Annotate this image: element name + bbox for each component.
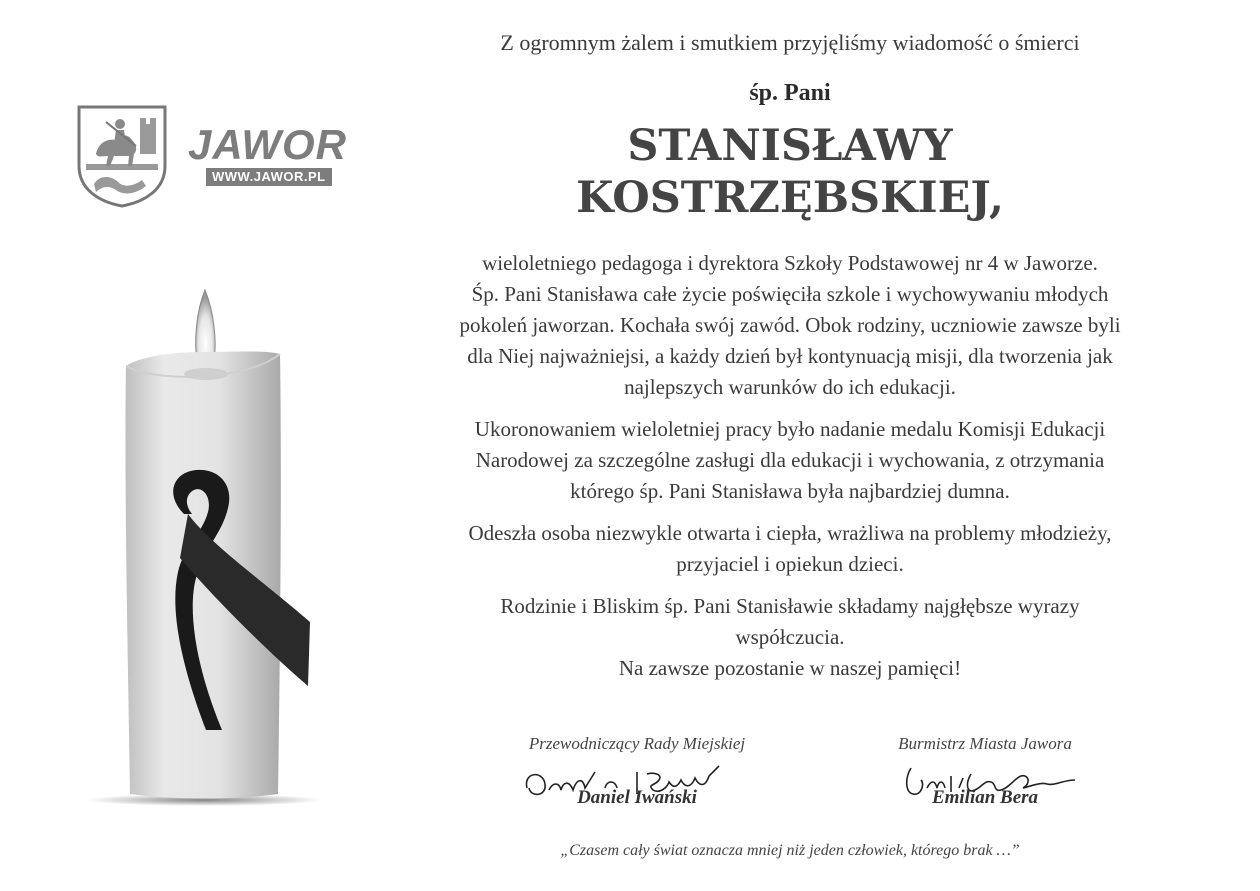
paragraph-character	[430, 518, 1150, 580]
jawor-wordmark: JAWOR	[188, 121, 348, 168]
closing-quote: „Czasem cały świat oznacza mniej niż jeden człowiek, którego brak …”	[560, 842, 1020, 859]
text-line: Śp. Pani Stanisława całe życie poświęciła szkole i wychowywaniu młodych	[471, 282, 1109, 306]
signatory-name: Daniel Iwański	[577, 787, 697, 808]
signatory-role: Burmistrz Miasta Jawora	[898, 734, 1072, 753]
deceased-name	[430, 120, 1150, 224]
signature-block-left	[487, 732, 787, 809]
paragraph-condolences	[430, 591, 1150, 684]
paragraph-biography	[430, 248, 1150, 403]
text-line: którego śp. Pani Stanisława była najbardziej dumna.	[570, 479, 1010, 503]
text-line: Ukoronowaniem wieloletniej pracy było nadanie medalu Komisji Edukacji	[474, 417, 1106, 441]
text-line: dla Niej najważniejsi, a każdy dzień był kontynuacją misji, dla tworzenia jak	[467, 344, 1113, 368]
intro-line: Z ogromnym żalem i smutkiem przyjęliśmy wiadomość o śmierci	[500, 30, 1080, 55]
text-line: najlepszych warunków do ich edukacji.	[624, 375, 956, 399]
jawor-url: WWW.JAWOR.PL	[206, 168, 332, 186]
jawor-logo	[76, 104, 356, 212]
signatory-name: Emilian Bera	[931, 787, 1039, 808]
candle-illustration	[84, 282, 324, 806]
paragraph-medal	[430, 414, 1150, 507]
text-line: pokoleń jaworzan. Kochała swój zawód. Obok rodziny, uczniowie zawsze byli	[459, 313, 1121, 337]
text-line: Na zawsze pozostanie w naszej pamięci!	[618, 656, 962, 680]
text-line: Narodowej za szczególne zasługi dla edukacji i wychowania, z otrzymania	[475, 448, 1105, 472]
text-line: wieloletniego pedagoga i dyrektora Szkoły Podstawowej nr 4 w Jaworze.	[482, 251, 1098, 275]
signature-block-right	[835, 732, 1135, 809]
text-line: Odeszła osoba niezwykle otwarta i ciepła, wrażliwa na problemy młodzieży,	[468, 521, 1112, 545]
coat-of-arms-icon	[76, 104, 168, 208]
name-line-2: KOSTRZĘBSKIEJ,	[576, 173, 1004, 223]
text-line: przyjaciel i opiekun dzieci.	[676, 552, 904, 576]
honorific: śp. Pani	[749, 80, 831, 106]
text-line: Rodzinie i Bliskim śp. Pani Stanisławie składamy najgłębsze wyrazy	[500, 594, 1080, 618]
signatory-role: Przewodniczący Rady Miejskiej	[528, 734, 746, 753]
text-line: współczucia.	[735, 625, 845, 649]
name-line-1: STANISŁAWY	[627, 121, 953, 171]
obituary-body	[430, 248, 1150, 695]
